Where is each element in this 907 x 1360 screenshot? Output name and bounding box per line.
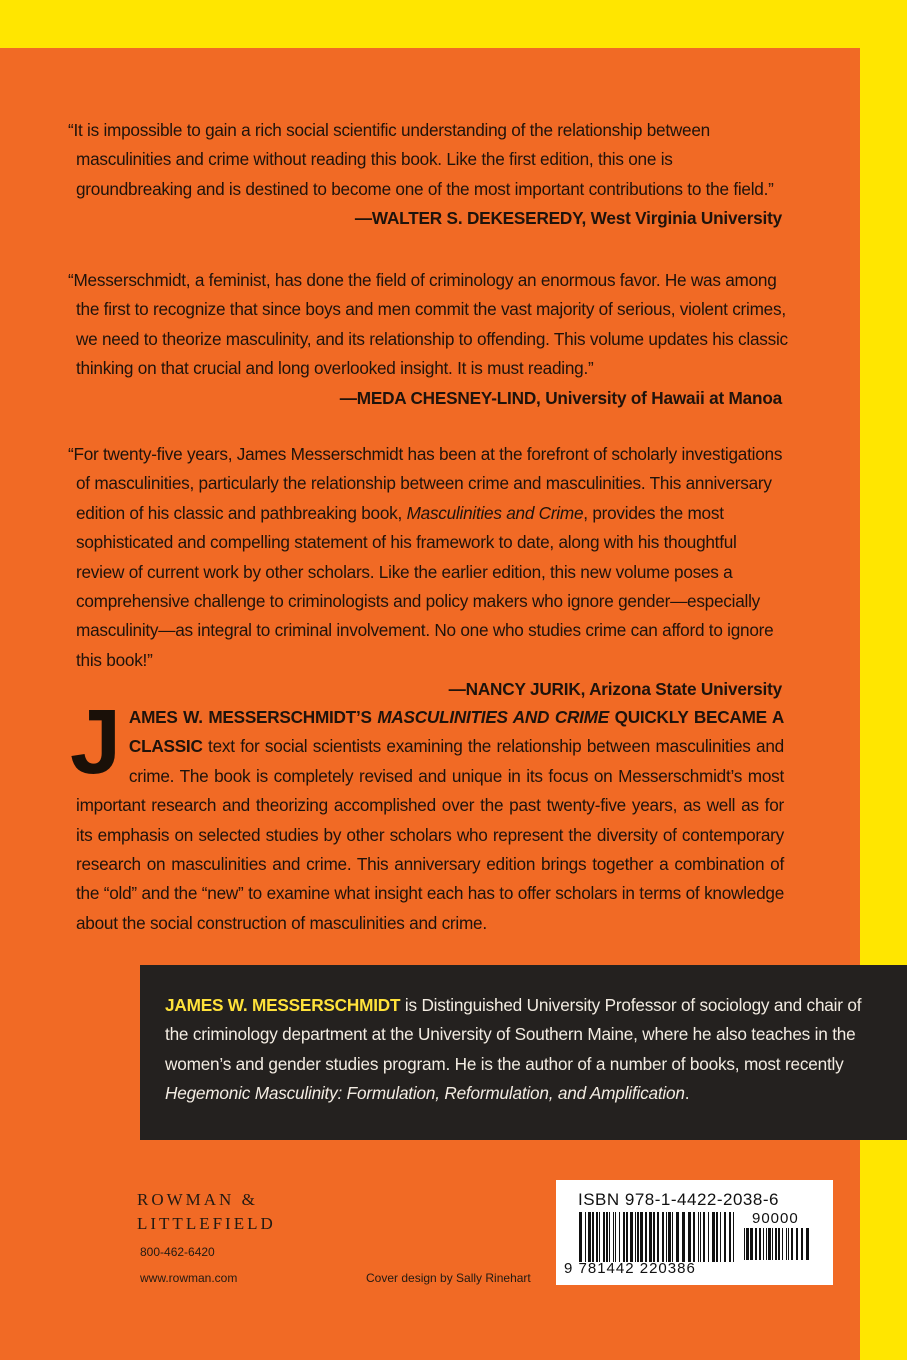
price-code: 90000 (752, 1210, 799, 1227)
publisher-website: www.rowman.com (140, 1271, 238, 1285)
endorser-name: MEDA CHESNEY-LIND (356, 387, 537, 408)
endorser-name: WALTER S. DEKESEREDY (371, 208, 582, 229)
top-yellow-border (0, 0, 907, 48)
isbn-barcode (556, 1180, 833, 1285)
author-name: JAMES W. MESSERSCHMIDT (165, 995, 401, 1015)
ean-digits: 9 781442 220386 (564, 1260, 696, 1277)
description-lead: AMES W. MESSERSCHMIDT’S MASCULINITIES AND CRIME QUICKLY BECAME A CLASSIC (128, 707, 785, 757)
endorser-affiliation: University of Hawaii at Manoa (545, 387, 782, 408)
endorsement-quote-1 (68, 116, 788, 234)
publisher-logo: ROWMAN & LITTLEFIELD (137, 1190, 276, 1233)
endorsement-quote-3 (68, 440, 788, 705)
cover-credit: Cover design by Sally Rinehart (366, 1271, 531, 1285)
quote-attribution: —NANCY JURIK, Arizona State University (448, 679, 782, 700)
publisher-phone: 800-462-6420 (140, 1245, 215, 1259)
endorser-name: NANCY JURIK (465, 679, 581, 700)
quote-text: “Messerschmidt, a feminist, has done the field of criminology an enormous favor. He was among the first to recognize that since boys and men commit the vast majority of serious, violent crimes, we need to theorize masculinity, and its relationship to offending. This volume updates his classic thinking on that crucial and long overlooked insight. It is must reading.” (68, 270, 788, 379)
author-bio-box (140, 965, 907, 1140)
book-title: Masculinities and Crime (406, 502, 584, 523)
endorser-affiliation: Arizona State University (589, 679, 782, 700)
book-description (70, 691, 785, 938)
quote-attribution: —MEDA CHESNEY-LIND, University of Hawaii at Manoa (339, 387, 782, 408)
quote-attribution: —WALTER S. DEKESEREDY, West Virginia University (354, 208, 782, 229)
ean-barcode-icon (579, 1212, 739, 1262)
endorser-affiliation: West Virginia University (590, 208, 782, 229)
addon-barcode-icon (744, 1228, 810, 1260)
quote-text: “For twenty-five years, James Messerschmidt has been at the forefront of scholarly investigations of masculinities, particularly the relationship between crime and masculinities. This anniversary edition of his classic and pathbreaking book, Masculinities and Crime, provides the most sophisticated and compelling statement of his framework to date, along with his thoughtful review of current work by other scholars. Like the earlier edition, this new volume poses a comprehensive challenge to criminologists and policy makers who ignore gender—especially masculinity—as integral to criminal involvement. No one who studies crime can afford to ignore this book!” (68, 444, 783, 670)
isbn-text: ISBN 978-1-4422-2038-6 (578, 1190, 779, 1209)
quote-text: “It is impossible to gain a rich social scientific understanding of the relationship between masculinities and crime without reading this book. Like the first edition, this one is groundbreaking and is destined to become one of the most important contributions to the field.” (68, 120, 774, 199)
recent-book-title: Hegemonic Masculinity: Formulation, Reformulation, and Amplification (165, 1083, 685, 1104)
right-yellow-border (860, 0, 907, 1360)
endorsement-quote-2 (68, 266, 788, 413)
description-body: text for social scientists examining the relationship between masculinities and crime. The book is completely revised and unique in its focus on Messerschmidt’s most important research and theorizing accomplished over the past twenty-five years, as well as for its emphasis on selected studies by other scholars who represent the diversity of contemporary research on masculinities and crime. This anniversary edition brings together a combination of the “old” and the “new” to examine what insight each has to offer scholars in terms of knowledge about the social construction of masculinities and crime. (76, 736, 784, 933)
drop-cap: J (70, 691, 121, 793)
author-bio: JAMES W. MESSERSCHMIDT is Distinguished University Professor of sociology and chair of the criminology department at the University of Southern Maine, where he also teaches in the women’s and gender studies program. He is the author of a number of books, most recently Hegemonic Masculinity: Formulation, Reformulation, and Amplification. (165, 995, 862, 1104)
